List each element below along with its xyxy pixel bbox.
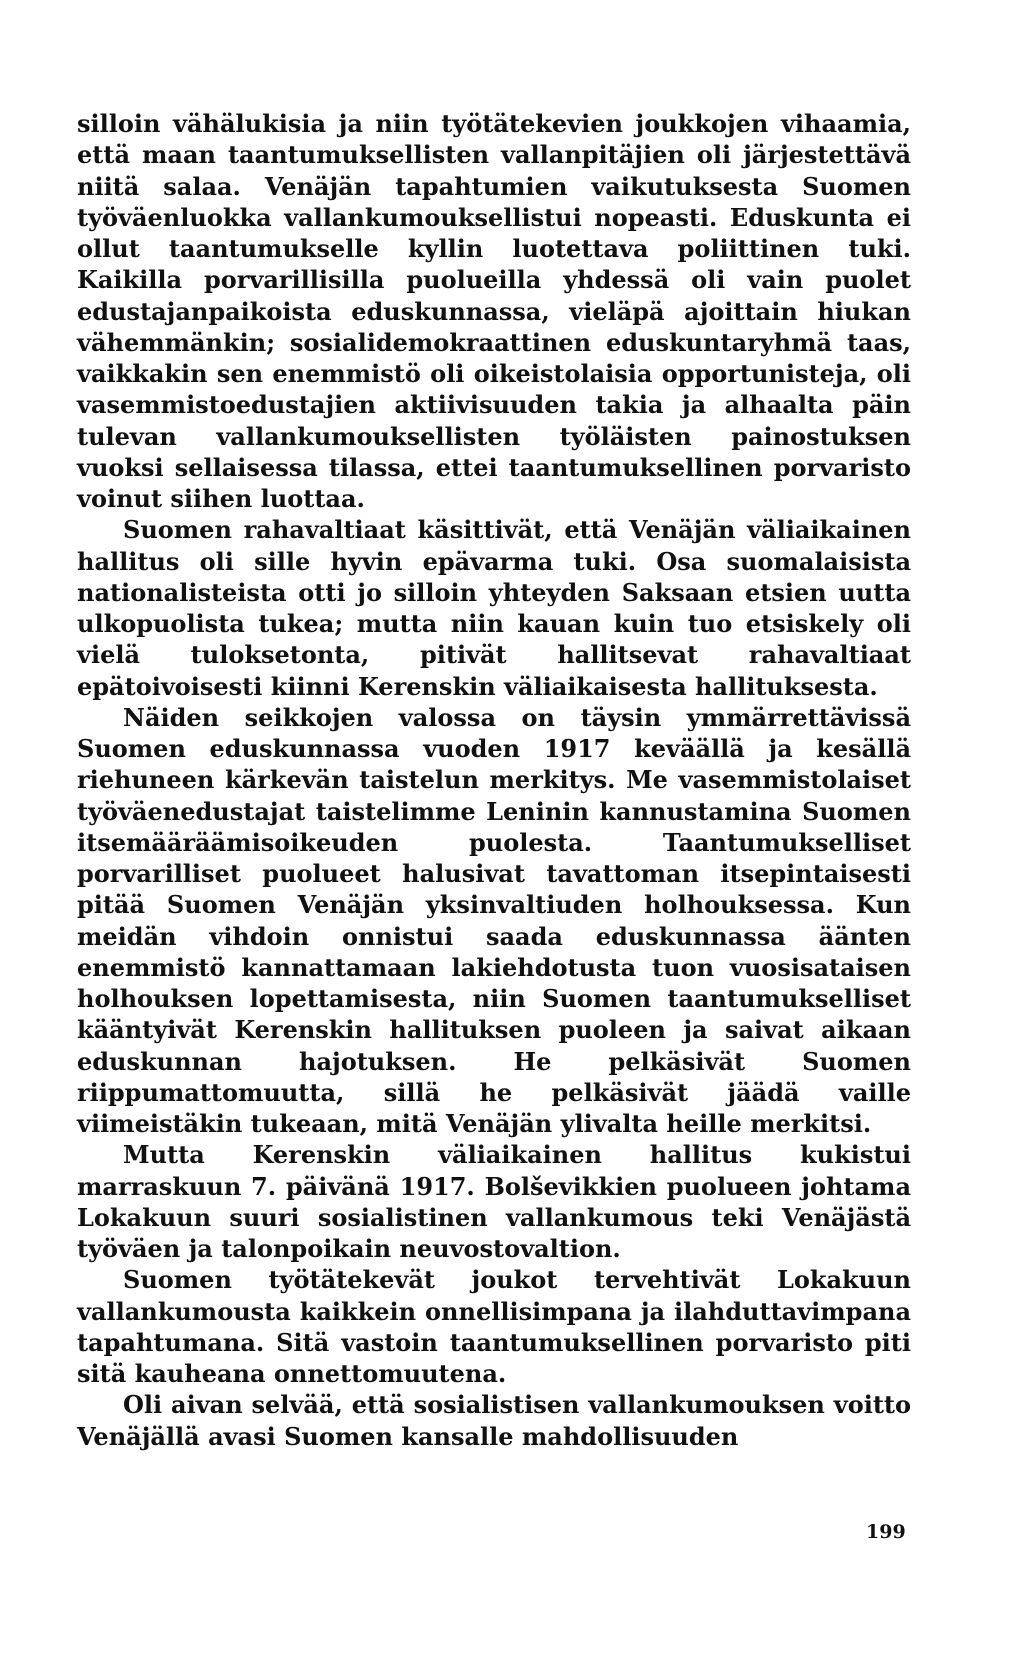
page-body: [77, 108, 911, 1452]
paragraph-6: Oli aivan selvää, että sosialistisen vallankumouksen voitto Venäjällä avasi Suomen kansalle mahdollisuuden: [77, 1390, 911, 1451]
paragraph-1: silloin vähälukisia ja niin työtätekevien joukkojen vihaamia, että maan taantumuksellisten vallanpitäjien oli järjestettävä niitä salaa. Venäjän tapahtumien vaikutuksesta Suomen työväenluokka vallankumouksellistui nopeasti. Eduskunta ei ollut taantumukselle kyllin luotettava poliittinen tuki. Kaikilla porvarillisilla puolueilla yhdessä oli vain puolet edustajanpaikoista eduskunnassa, vieläpä ajoittain hiukan vähemmänkin; sosialidemokraattinen eduskuntaryhmä taas, vaikkakin sen enemmistö oli oikeistolaisia opportunisteja, oli vasemmistoedustajien aktiivisuuden takia ja alhaalta päin tulevan vallankumouksellisten työläisten painostuksen vuoksi sellaisessa tilassa, ettei taantumuksellinen porvaristo voinut siihen luottaa.: [77, 109, 911, 513]
paragraph-3: Näiden seikkojen valossa on täysin ymmärrettävissä Suomen eduskunnassa vuoden 1917 keväällä ja kesällä riehuneen kärkevän taistelun merkitys. Me vasemmistolaiset työväenedustajat taistelimme Leninin kannustamina Suomen itsemääräämisoikeuden puolesta. Taantumukselliset porvarilliset puolueet halusivat tavattoman itsepintaisesti pitää Suomen Venäjän yksinvaltiuden holhouksessa. Kun meidän vihdoin onnistui saada eduskunnassa äänten enemmistö kannattamaan lakiehdotusta tuon vuosisataisen holhouksen lopettamisesta, niin Suomen taantumukselliset kääntyivät Kerenskin hallituksen puoleen ja saivat aikaan eduskunnan hajotuksen. He pelkäsivät Suomen riippumattomuutta, sillä he pelkäsivät jäädä vaille viimeistäkin tukeaan, mitä Venäjän ylivalta heille merkitsi.: [77, 702, 911, 1138]
paragraph-4: Mutta Kerenskin väliaikainen hallitus kukistui marraskuun 7. päivänä 1917. Bolševikkien puolueen johtama Lokakuun suuri sosialistinen vallankumous teki Venäjästä työväen ja talonpoikain neuvostovaltion.: [77, 1140, 911, 1263]
paragraph-2: Suomen rahavaltiaat käsittivät, että Venäjän väliaikainen hallitus oli sille hyvin epävarma tuki. Osa suomalaisista nationalisteista otti jo silloin yhteyden Saksaan etsien uutta ulkopuolista tukea; mutta niin kauan kuin tuo etsiskely oli vielä tuloksetonta, pitivät hallitsevat rahavaltiaat epätoivoisesti kiinni Kerenskin väliaikaisesta hallituksesta.: [77, 515, 911, 701]
paragraph-5: Suomen työtätekevät joukot tervehtivät Lokakuun vallankumousta kaikkein onnellisimpana ja ilahduttavimpana tapahtumana. Sitä vastoin taantumuksellinen porvaristo piti sitä kauheana onnettomuutena.: [77, 1265, 911, 1388]
page-number: 199: [866, 1521, 906, 1543]
